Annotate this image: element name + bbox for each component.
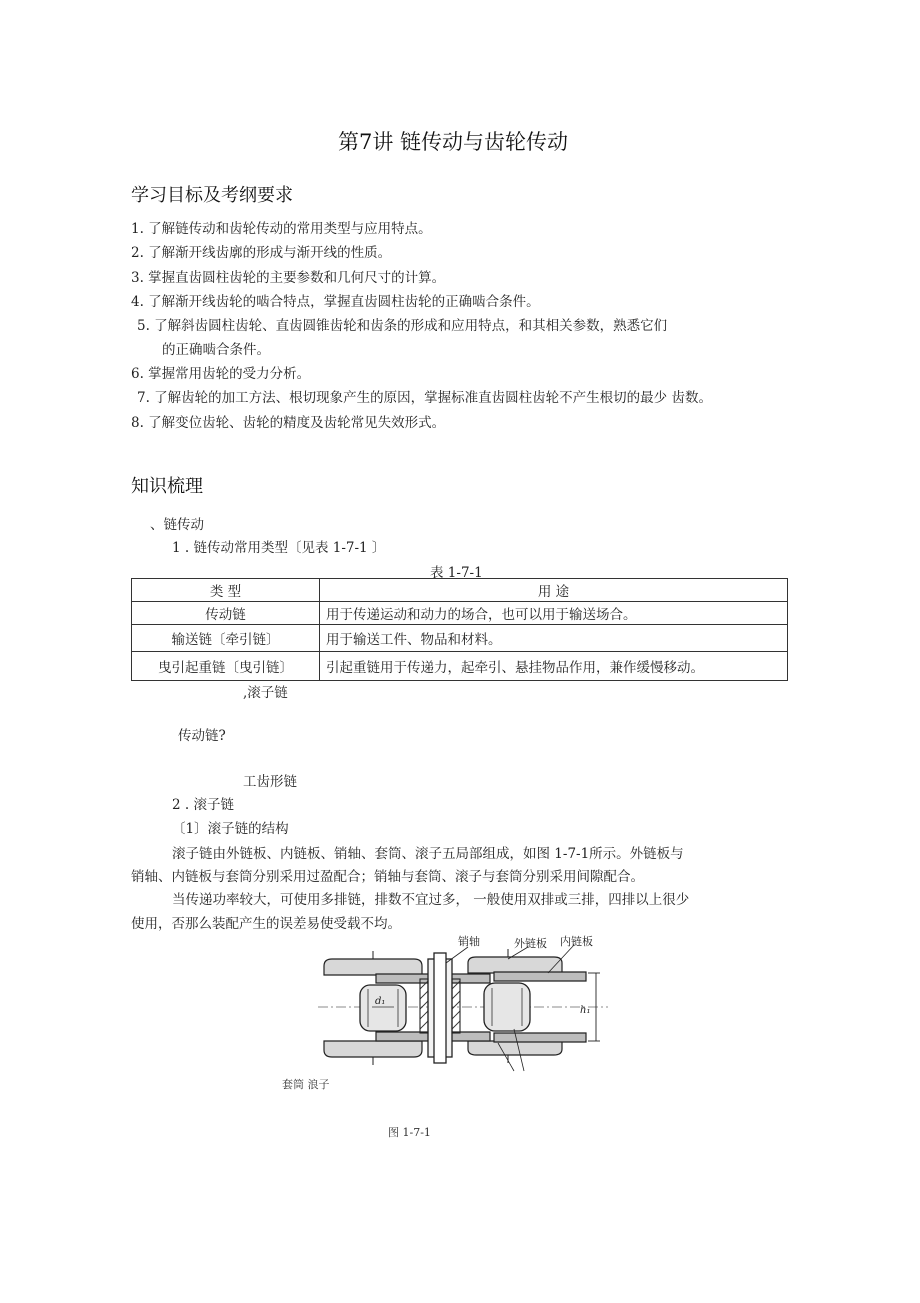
table-cell-type: 传动链	[132, 602, 320, 625]
chain-types-table	[131, 578, 788, 681]
table-row	[132, 625, 788, 652]
section-heading-knowledge: 知识梳理	[131, 476, 203, 497]
objective-item-1: 1. 了解链传动和齿轮传动的常用类型与应用特点。	[131, 221, 432, 237]
subheading-roller-structure: 〔1〕滚子链的结构	[172, 821, 289, 837]
subheading-chain-drive: 、链传动	[150, 517, 204, 533]
tree-tooth-chain: 工齿形链	[243, 774, 297, 790]
tree-roller-chain: ,滚子链	[243, 685, 288, 701]
figure-bottom-label: 套筒 浪子	[282, 1078, 330, 1091]
table-cell-use: 引起重链用于传递力，起牵引、悬挂物品作用，兼作缓慢移动。	[320, 652, 788, 681]
figure-label-h1: h₁	[580, 1005, 591, 1016]
objective-item-6: 6. 掌握常用齿轮的受力分析。	[131, 366, 311, 382]
table-cell-use: 用于传递运动和动力的场合，也可以用于输送场合。	[320, 602, 788, 625]
objective-item-5: 5. 了解斜齿圆柱齿轮、直齿圆锥齿轮和齿条的形成和应用特点，和其相关参数，熟悉它们	[137, 318, 668, 334]
section-heading-objectives: 学习目标及考纲要求	[131, 185, 293, 206]
paragraph-structure-line2: 销轴、内链板与套筒分别采用过盈配合；销轴与套筒、滚子与套筒分别采用间隙配合。	[131, 869, 644, 885]
table-header-type: 类 型	[132, 579, 320, 602]
page-title: 第7讲 链传动与齿轮传动	[338, 130, 569, 154]
figure-label-outer-plate: 外链板	[514, 937, 547, 950]
objective-item-3: 3. 掌握直齿圆柱齿轮的主要参数和几何尺寸的计算。	[131, 270, 446, 286]
paragraph-structure-line1: 滚子链由外链板、内链板、销轴、套筒、滚子五局部组成，如图 1-7-1所示。外链板与	[172, 846, 684, 862]
tree-drive-chain: 传动链?	[178, 728, 226, 744]
paragraph-multirow-line2: 使用，否那么装配产生的误差易使受载不均。	[131, 916, 401, 932]
table-cell-type: 曳引起重链〔曳引链〕	[132, 652, 320, 681]
figure-label-d1: d₁	[375, 996, 386, 1007]
chain-types-line: 1 . 链传动常用类型〔见表 1-7-1 〕	[172, 540, 386, 556]
objective-item-4: 4. 了解渐开线齿轮的啮合特点，掌握直齿圆柱齿轮的正确啮合条件。	[131, 294, 540, 310]
table-cell-type: 输送链〔牵引链〕	[132, 625, 320, 652]
figure-label-pin: 销轴	[458, 935, 480, 948]
objective-item-2: 2. 了解渐开线齿廓的形成与渐开线的性质。	[131, 245, 392, 261]
objective-item-7: 7. 了解齿轮的加工方法、根切现象产生的原因，掌握标准直齿圆柱齿轮不产生根切的最少 齿数。	[137, 390, 712, 406]
roller-chain-figure	[318, 933, 608, 1081]
table-row	[132, 602, 788, 625]
table-cell-use: 用于输送工件、物品和材料。	[320, 625, 788, 652]
figure-caption: 图 1-7-1	[388, 1126, 431, 1139]
figure-label-inner-plate: 内链板	[560, 935, 593, 948]
table-header-row	[132, 579, 788, 602]
table-caption: 表 1-7-1	[430, 565, 483, 581]
objective-item-5-cont: 的正确啮合条件。	[162, 342, 270, 358]
objective-item-8: 8. 了解变位齿轮、齿轮的精度及齿轮常见失效形式。	[131, 415, 446, 431]
paragraph-multirow-line1: 当传递功率较大，可使用多排链，排数不宜过多， 一般使用双排或三排，四排以上很少	[172, 892, 690, 908]
table-header-use: 用 途	[320, 579, 788, 602]
subheading-roller-chain: 2 . 滚子链	[172, 797, 234, 813]
table-row	[132, 652, 788, 681]
